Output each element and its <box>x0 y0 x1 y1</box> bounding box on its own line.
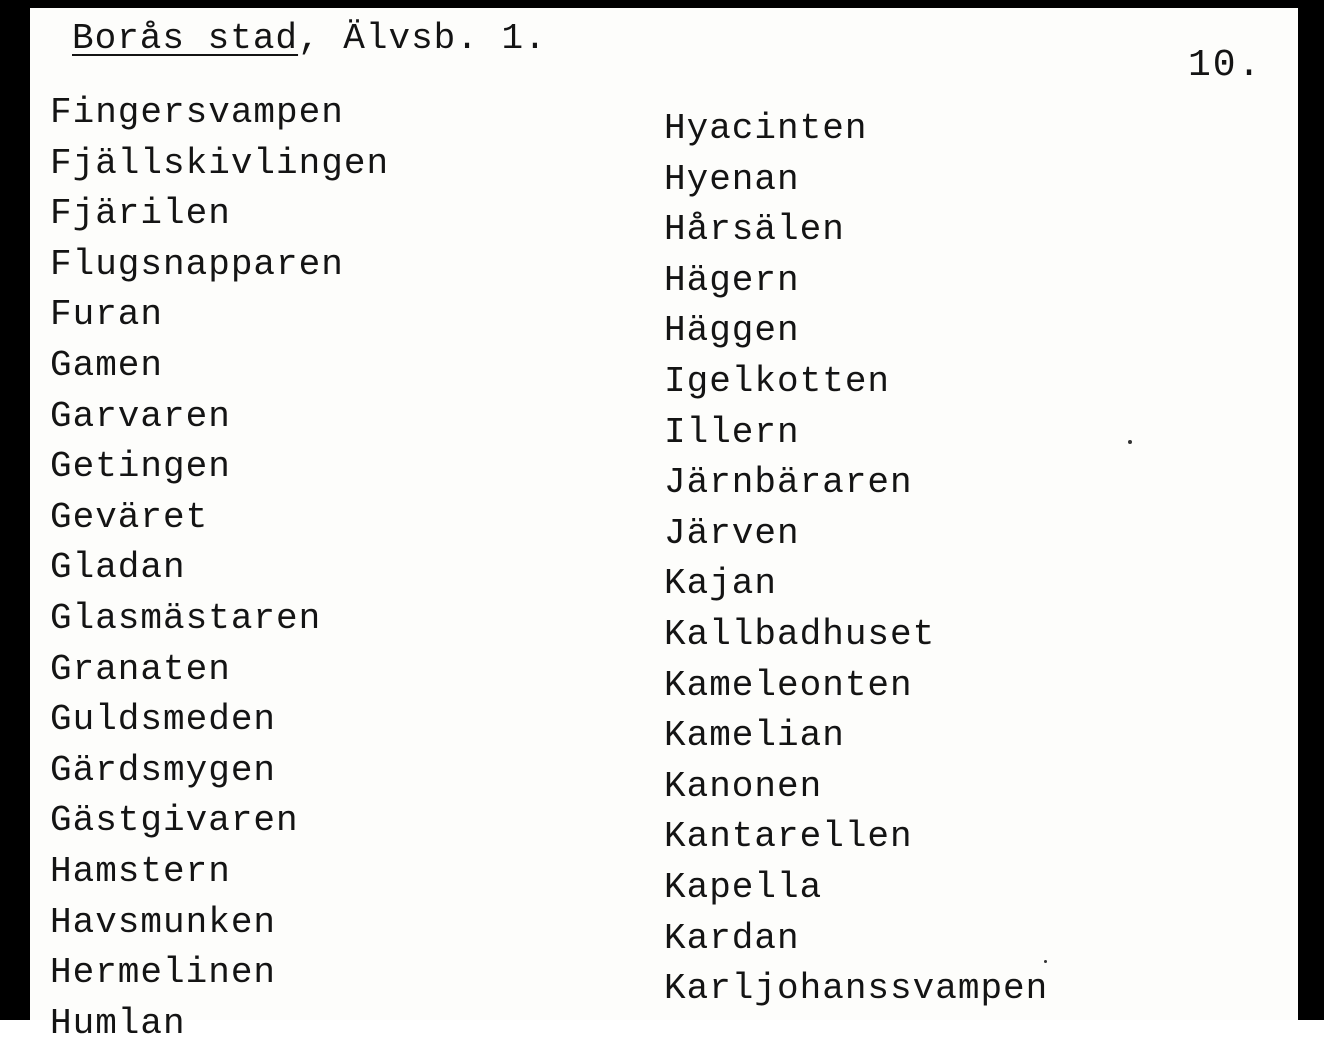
list-item: Getingen <box>50 446 231 488</box>
scan-border-top <box>0 0 1324 8</box>
list-item: Kallbadhuset <box>664 613 936 655</box>
list-item: Hyenan <box>664 158 800 200</box>
list-item: Illern <box>664 411 800 453</box>
list-item: Flugsnapparen <box>50 243 344 285</box>
list-item: Gladan <box>50 547 186 589</box>
list-item: Fingersvampen <box>50 92 344 133</box>
scan-speck <box>1044 960 1047 963</box>
list-item: Havsmunken <box>50 901 277 943</box>
document-heading <box>72 18 547 59</box>
list-item: Geväret <box>50 496 209 538</box>
heading-city: Borås stad <box>72 18 299 59</box>
list-item: Kamelian <box>664 715 845 757</box>
list-item: Kapella <box>664 866 823 908</box>
list-item: Kameleonten <box>664 664 913 706</box>
scan-border-right <box>1298 0 1324 1020</box>
list-item: Hamstern <box>50 850 231 892</box>
list-item: Garvaren <box>50 395 231 437</box>
list-item: Gamen <box>50 344 164 386</box>
scan-speck <box>1128 440 1132 444</box>
list-item: Hägern <box>664 259 800 301</box>
list-item: Gärdsmygen <box>50 749 277 791</box>
list-item: Hyacinten <box>664 108 868 149</box>
list-item: Kantarellen <box>664 816 913 858</box>
list-item: Fjällskivlingen <box>50 142 390 184</box>
list-item: Igelkotten <box>664 360 891 402</box>
heading-district: , Älvsb. 1. <box>298 18 547 59</box>
list-item: Hårsälen <box>664 209 845 251</box>
list-item: Karljohanssvampen <box>664 968 1049 1010</box>
list-item: Järven <box>664 512 800 554</box>
right-name-list <box>664 104 1048 1015</box>
scan-border-left <box>0 0 30 1020</box>
list-item: Häggen <box>664 310 800 352</box>
list-item: Guldsmeden <box>50 699 277 741</box>
list-item: Humlan <box>50 1002 186 1044</box>
list-item: Granaten <box>50 648 231 690</box>
list-item: Kardan <box>664 917 800 959</box>
left-name-list <box>50 88 389 1049</box>
list-item: Gästgivaren <box>50 800 299 842</box>
list-item: Hermelinen <box>50 952 277 994</box>
page-number: 10. <box>1188 44 1263 87</box>
list-item: Glasmästaren <box>50 597 322 639</box>
list-item: Fjärilen <box>50 193 231 235</box>
list-item: Furan <box>50 294 164 336</box>
list-item: Järnbäraren <box>664 462 913 504</box>
list-item: Kanonen <box>664 765 823 807</box>
list-item: Kajan <box>664 563 778 605</box>
